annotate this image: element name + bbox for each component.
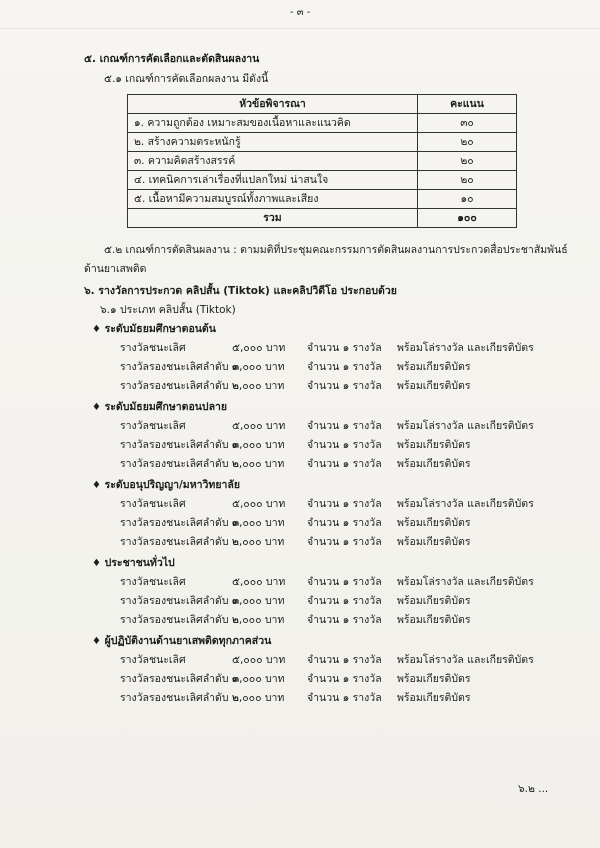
section5-sub2-line2: ด้านยาเสพติด — [84, 263, 147, 275]
diamond-bullet-icon: ♦ — [92, 480, 101, 491]
section5-sub2-line1: ๕.๒ เกณฑ์การตัดสินผลงาน : ตามมติที่ประชุมคณะกรรมการตัดสินผลงานการประกวดสื่อประชาสัมพันธ์ — [104, 244, 568, 256]
criteria-header-score: คะแนน — [418, 95, 517, 114]
prize-name: รางวัลชนะเลิศ — [120, 576, 186, 588]
criteria-total-label: รวม — [128, 209, 418, 228]
criteria-row — [128, 114, 517, 133]
criteria-header-row — [128, 95, 517, 114]
continued-marker: ๖.๒ ... — [518, 783, 549, 795]
prize-reward: พร้อมโล่รางวัล และเกียรติบัตร — [397, 576, 534, 588]
prize-name: รางวัลรองชนะเลิศลำดับ ๒ — [120, 692, 239, 704]
criteria-criterion: ๓. ความคิดสร้างสรรค์ — [128, 152, 418, 171]
section5-title: ๕. เกณฑ์การคัดเลือกและตัดสินผลงาน — [84, 53, 260, 65]
prize-reward: พร้อมเกียรติบัตร — [397, 536, 471, 548]
prize-name: รางวัลรองชนะเลิศลำดับ ๒ — [120, 380, 239, 392]
diamond-bullet-icon: ♦ — [92, 402, 101, 413]
criteria-score: ๒๐ — [418, 171, 517, 190]
diamond-bullet-icon: ♦ — [92, 558, 101, 569]
prize-amount: ๒,๐๐๐ บาท — [232, 692, 285, 704]
prize-amount: ๓,๐๐๐ บาท — [232, 595, 285, 607]
prize-count: จำนวน ๑ รางวัล — [307, 458, 382, 470]
prize-reward: พร้อมเกียรติบัตร — [397, 517, 471, 529]
criteria-criterion: ๒. สร้างความตระหนักรู้ — [128, 133, 418, 152]
prize-name: รางวัลรองชนะเลิศลำดับ ๑ — [120, 361, 239, 373]
prize-name: รางวัลรองชนะเลิศลำดับ ๑ — [120, 517, 239, 529]
criteria-row — [128, 152, 517, 171]
prize-reward: พร้อมเกียรติบัตร — [397, 361, 471, 373]
prize-reward: พร้อมเกียรติบัตร — [397, 380, 471, 392]
prize-reward: พร้อมโล่รางวัล และเกียรติบัตร — [397, 342, 534, 354]
prize-count: จำนวน ๑ รางวัล — [307, 498, 382, 510]
prize-reward: พร้อมเกียรติบัตร — [397, 692, 471, 704]
prize-amount: ๕,๐๐๐ บาท — [232, 498, 286, 510]
criteria-row — [128, 133, 517, 152]
criteria-score: ๓๐ — [418, 114, 517, 133]
criteria-row — [128, 190, 517, 209]
prize-count: จำนวน ๑ รางวัล — [307, 342, 382, 354]
prize-name: รางวัลชนะเลิศ — [120, 654, 186, 666]
prize-name: รางวัลชนะเลิศ — [120, 498, 186, 510]
prize-count: จำนวน ๑ รางวัล — [307, 692, 382, 704]
prize-name: รางวัลรองชนะเลิศลำดับ ๑ — [120, 439, 239, 451]
criteria-score: ๑๐ — [418, 190, 517, 209]
criteria-header-criterion: หัวข้อพิจารณา — [128, 95, 418, 114]
prize-amount: ๒,๐๐๐ บาท — [232, 536, 285, 548]
prize-count: จำนวน ๑ รางวัล — [307, 654, 382, 666]
scan-artifact-line — [0, 28, 600, 29]
prize-reward: พร้อมเกียรติบัตร — [397, 614, 471, 626]
prize-name: รางวัลรองชนะเลิศลำดับ ๑ — [120, 595, 239, 607]
prize-reward: พร้อมเกียรติบัตร — [397, 673, 471, 685]
prize-name: รางวัลรองชนะเลิศลำดับ ๑ — [120, 673, 239, 685]
prize-group-heading — [92, 556, 175, 571]
criteria-criterion: ๑. ความถูกต้อง เหมาะสมของเนื้อหาและแนวคิด — [128, 114, 418, 133]
prize-group-name: ระดับมัธยมศึกษาตอนปลาย — [104, 401, 228, 413]
prize-group-name: ระดับมัธยมศึกษาตอนต้น — [104, 323, 216, 335]
prize-amount: ๕,๐๐๐ บาท — [232, 342, 286, 354]
prize-name: รางวัลชนะเลิศ — [120, 420, 186, 432]
prize-group-name: ระดับอนุปริญญา/มหาวิทยาลัย — [104, 479, 240, 491]
criteria-total-row — [128, 209, 517, 228]
section6-sub1: ๖.๑ ประเภท คลิปสั้น (Tiktok) — [100, 304, 236, 316]
prize-group-heading — [92, 478, 240, 493]
criteria-criterion: ๕. เนื้อหามีความสมบูรณ์ทั้งภาพและเสียง — [128, 190, 418, 209]
criteria-score: ๒๐ — [418, 152, 517, 171]
section6-title: ๖. รางวัลการประกวด คลิปสั้น (Tiktok) และคลิปวิดีโอ ประกอบด้วย — [84, 285, 397, 297]
prize-name: รางวัลชนะเลิศ — [120, 342, 186, 354]
prize-reward: พร้อมโล่รางวัล และเกียรติบัตร — [397, 420, 534, 432]
prize-count: จำนวน ๑ รางวัล — [307, 536, 382, 548]
prize-count: จำนวน ๑ รางวัล — [307, 439, 382, 451]
prize-reward: พร้อมโล่รางวัล และเกียรติบัตร — [397, 498, 534, 510]
criteria-score: ๒๐ — [418, 133, 517, 152]
prize-count: จำนวน ๑ รางวัล — [307, 380, 382, 392]
section5-sub1: ๕.๑ เกณฑ์การคัดเลือกผลงาน มีดังนี้ — [104, 73, 269, 85]
prize-group-heading — [92, 400, 227, 415]
prize-count: จำนวน ๑ รางวัล — [307, 361, 382, 373]
prize-count: จำนวน ๑ รางวัล — [307, 576, 382, 588]
prize-amount: ๓,๐๐๐ บาท — [232, 517, 285, 529]
criteria-criterion: ๔. เทคนิคการเล่าเรื่องที่แปลกใหม่ น่าสนใจ — [128, 171, 418, 190]
prize-name: รางวัลรองชนะเลิศลำดับ ๒ — [120, 614, 239, 626]
prize-group-heading — [92, 322, 216, 337]
prize-group-heading — [92, 634, 271, 649]
prize-count: จำนวน ๑ รางวัล — [307, 614, 382, 626]
prize-group-name: ผู้ปฏิบัติงานด้านยาเสพติดทุกภาคส่วน — [104, 635, 272, 647]
prize-name: รางวัลรองชนะเลิศลำดับ ๒ — [120, 536, 239, 548]
prize-reward: พร้อมเกียรติบัตร — [397, 439, 471, 451]
page-number: - ๓ - — [290, 7, 311, 18]
prize-amount: ๒,๐๐๐ บาท — [232, 380, 285, 392]
prize-amount: ๕,๐๐๐ บาท — [232, 420, 286, 432]
prize-count: จำนวน ๑ รางวัล — [307, 420, 382, 432]
prize-amount: ๓,๐๐๐ บาท — [232, 673, 285, 685]
diamond-bullet-icon: ♦ — [92, 324, 101, 335]
criteria-row — [128, 171, 517, 190]
prize-name: รางวัลรองชนะเลิศลำดับ ๒ — [120, 458, 239, 470]
prize-count: จำนวน ๑ รางวัล — [307, 595, 382, 607]
prize-amount: ๒,๐๐๐ บาท — [232, 458, 285, 470]
prize-amount: ๕,๐๐๐ บาท — [232, 654, 286, 666]
prize-count: จำนวน ๑ รางวัล — [307, 673, 382, 685]
prize-count: จำนวน ๑ รางวัล — [307, 517, 382, 529]
prize-reward: พร้อมเกียรติบัตร — [397, 595, 471, 607]
criteria-table — [127, 94, 517, 228]
diamond-bullet-icon: ♦ — [92, 636, 101, 647]
prize-amount: ๓,๐๐๐ บาท — [232, 361, 285, 373]
prize-reward: พร้อมเกียรติบัตร — [397, 458, 471, 470]
prize-group-name: ประชาชนทั่วไป — [104, 557, 175, 569]
prize-amount: ๒,๐๐๐ บาท — [232, 614, 285, 626]
prize-amount: ๕,๐๐๐ บาท — [232, 576, 286, 588]
criteria-total-score: ๑๐๐ — [418, 209, 517, 228]
prize-reward: พร้อมโล่รางวัล และเกียรติบัตร — [397, 654, 534, 666]
prize-amount: ๓,๐๐๐ บาท — [232, 439, 285, 451]
